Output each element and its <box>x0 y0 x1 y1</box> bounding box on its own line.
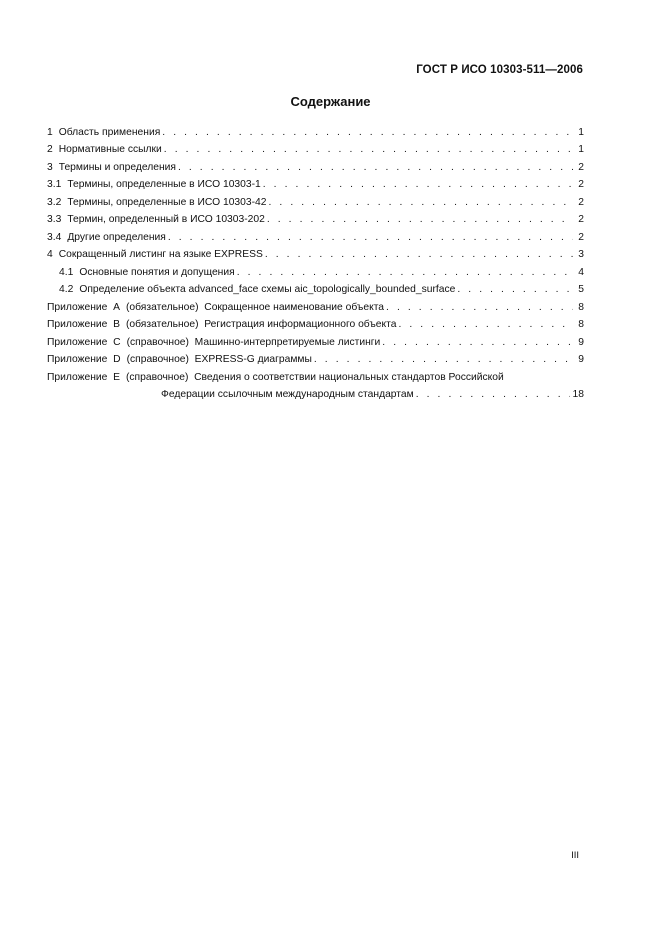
toc-label: Термины, определенные в ИСО 10303-1 <box>67 179 261 190</box>
toc-label: Область применения <box>58 126 161 138</box>
toc-label: Определение объекта advanced_face схемы aic_topologically_bounded_surface <box>79 284 456 295</box>
toc-entry-4-2[interactable] <box>47 279 584 297</box>
toc-page-number: 2 <box>578 231 584 243</box>
toc-entry-3-3[interactable] <box>47 209 584 227</box>
toc-label: Термины и определения <box>58 161 176 173</box>
toc-label: Другие определения <box>67 231 166 243</box>
toc-label: Термины, определенные в ИСО 10303-42 <box>67 196 267 208</box>
toc-page-number: 2 <box>578 179 584 190</box>
toc-page-number: 2 <box>578 196 584 208</box>
toc-page-number: 2 <box>578 214 584 225</box>
toc-number: 3.2 <box>47 196 62 208</box>
toc-label: Основные понятия и допущения <box>79 266 235 278</box>
toc-page-number: 1 <box>578 144 584 155</box>
document-header: ГОСТ Р ИСО 10303-511—2006 <box>416 64 583 76</box>
toc-entry-appendix-d[interactable] <box>47 349 584 367</box>
dot-leader <box>235 266 573 279</box>
toc-page-number: 9 <box>578 336 584 348</box>
dot-leader <box>396 318 573 331</box>
dot-leader <box>265 213 573 226</box>
toc-entry-3[interactable] <box>47 156 584 174</box>
toc-entry-appendix-c[interactable] <box>47 331 584 349</box>
toc-label: Сокращенный листинг на языке EXPRESS <box>58 249 263 260</box>
toc-entry-3-2[interactable] <box>47 191 584 209</box>
dot-leader <box>380 336 573 349</box>
toc-entry-appendix-b[interactable] <box>47 314 584 332</box>
toc-entry-3-1[interactable] <box>47 174 584 192</box>
dot-leader <box>312 353 573 366</box>
dot-leader <box>176 161 573 174</box>
dot-leader <box>160 126 573 139</box>
toc-page-number: 8 <box>578 319 584 330</box>
dot-leader <box>162 143 573 156</box>
toc-number: Приложение D <box>47 354 121 365</box>
toc-page-number: 18 <box>572 388 584 400</box>
toc-number: Приложение C <box>47 336 121 348</box>
toc-label: (справочное) Машинно-интерпретируемые листинги <box>126 336 381 348</box>
dot-leader <box>384 301 573 314</box>
page-title: Содержание <box>290 94 371 109</box>
toc-entry-4-1[interactable] <box>47 261 584 279</box>
toc-number: 4 <box>47 249 53 260</box>
toc-entry-1[interactable] <box>47 121 584 139</box>
page-number-footer: III <box>571 850 579 861</box>
dot-leader <box>263 248 573 261</box>
toc-number: 3.4 <box>47 231 62 243</box>
toc-number: Приложение A <box>47 301 120 313</box>
toc-entry-appendix-e[interactable] <box>47 366 584 401</box>
toc-page-number: 8 <box>578 301 584 313</box>
toc-page-number: 1 <box>578 126 584 138</box>
toc-label: (обязательное) Регистрация информационного объекта <box>125 319 397 330</box>
toc-label: Термин, определенный в ИСО 10303-202 <box>67 214 265 225</box>
toc-number: 3.3 <box>47 214 62 225</box>
toc-entry-2[interactable] <box>47 139 584 157</box>
toc-number: Приложение E <box>47 371 120 383</box>
dot-leader <box>166 231 573 244</box>
toc-page-number: 2 <box>578 161 584 173</box>
dot-leader <box>414 388 570 401</box>
toc-number: 4.1 <box>59 266 74 278</box>
dot-leader <box>261 178 573 191</box>
toc-number: 1 <box>47 126 53 138</box>
toc-entry-4[interactable] <box>47 244 584 262</box>
toc-page-number: 5 <box>578 284 584 295</box>
toc-page-number: 3 <box>578 249 584 260</box>
toc-number: Приложение B <box>47 319 120 330</box>
toc-page-number: 4 <box>578 266 584 278</box>
dot-leader <box>455 283 573 296</box>
toc-entry-3-4[interactable] <box>47 226 584 244</box>
toc-label: (справочное) EXPRESS-G диаграммы <box>126 354 312 365</box>
toc-label-continuation: Федерации ссылочным международным стандартам <box>161 388 414 400</box>
toc-number: 3.1 <box>47 179 62 190</box>
toc-entry-appendix-a[interactable] <box>47 296 584 314</box>
toc-label: (обязательное) Сокращенное наименование объекта <box>125 301 385 313</box>
toc-label: Нормативные ссылки <box>58 144 162 155</box>
toc-page-number: 9 <box>578 354 584 365</box>
dot-leader <box>266 196 573 209</box>
table-of-contents <box>47 121 584 401</box>
toc-label: (справочное) Сведения о соответствии национальных стандартов Российской <box>125 371 504 383</box>
toc-number: 4.2 <box>59 284 74 295</box>
toc-number: 2 <box>47 144 53 155</box>
toc-number: 3 <box>47 161 53 173</box>
